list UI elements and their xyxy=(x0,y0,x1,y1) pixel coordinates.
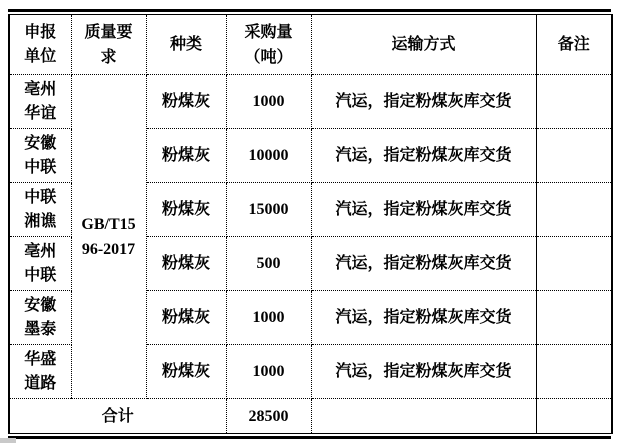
cell-total-transport xyxy=(311,399,536,434)
cell-type: 粉煤灰 xyxy=(146,183,226,237)
cell-quantity: 1000 xyxy=(226,75,311,129)
cell-type: 粉煤灰 xyxy=(146,237,226,291)
cell-transport: 汽运，指定粉煤灰库交货 xyxy=(311,345,536,399)
cell-quality-requirement: GB/T1596-2017 xyxy=(71,75,146,399)
table-header-row xyxy=(9,15,612,75)
header-cell-transport: 运输方式 xyxy=(311,15,536,75)
cell-transport: 汽运，指定粉煤灰库交货 xyxy=(311,129,536,183)
header-cell-type: 种类 xyxy=(146,15,226,75)
cell-type: 粉煤灰 xyxy=(146,345,226,399)
cell-transport: 汽运，指定粉煤灰库交货 xyxy=(311,237,536,291)
table-row xyxy=(9,75,612,129)
cell-quantity: 1000 xyxy=(226,345,311,399)
procurement-table-container xyxy=(8,9,611,439)
cell-total-label: 合计 xyxy=(9,399,226,434)
cell-type: 粉煤灰 xyxy=(146,129,226,183)
header-cell-unit: 申报单位 xyxy=(9,15,71,75)
cell-unit: 安徽墨泰 xyxy=(9,291,71,345)
cell-unit: 中联湘谯 xyxy=(9,183,71,237)
cell-total-quantity: 28500 xyxy=(226,399,311,434)
cell-unit: 安徽中联 xyxy=(9,129,71,183)
header-cell-remark: 备注 xyxy=(536,15,612,75)
cell-transport: 汽运，指定粉煤灰库交货 xyxy=(311,75,536,129)
cell-type: 粉煤灰 xyxy=(146,75,226,129)
resize-handle-artifact xyxy=(0,438,16,443)
cell-unit: 华盛道路 xyxy=(9,345,71,399)
cell-total-remark xyxy=(536,399,612,434)
cell-unit: 亳州华谊 xyxy=(9,75,71,129)
cell-remark xyxy=(536,291,612,345)
cell-quantity: 15000 xyxy=(226,183,311,237)
cell-quantity: 10000 xyxy=(226,129,311,183)
cell-remark xyxy=(536,345,612,399)
table-outer-bottom-border xyxy=(8,436,611,439)
cell-remark xyxy=(536,237,612,291)
cell-quantity: 1000 xyxy=(226,291,311,345)
header-cell-quantity: 采购量（吨） xyxy=(226,15,311,75)
procurement-table xyxy=(8,14,613,434)
header-cell-quality: 质量要求 xyxy=(71,15,146,75)
cell-remark xyxy=(536,129,612,183)
cell-quantity: 500 xyxy=(226,237,311,291)
table-total-row xyxy=(9,399,612,434)
cell-transport: 汽运，指定粉煤灰库交货 xyxy=(311,291,536,345)
cell-unit: 亳州中联 xyxy=(9,237,71,291)
table-outer-top-border xyxy=(8,9,611,12)
cell-remark xyxy=(536,75,612,129)
cell-type: 粉煤灰 xyxy=(146,291,226,345)
cell-remark xyxy=(536,183,612,237)
cell-transport: 汽运，指定粉煤灰库交货 xyxy=(311,183,536,237)
